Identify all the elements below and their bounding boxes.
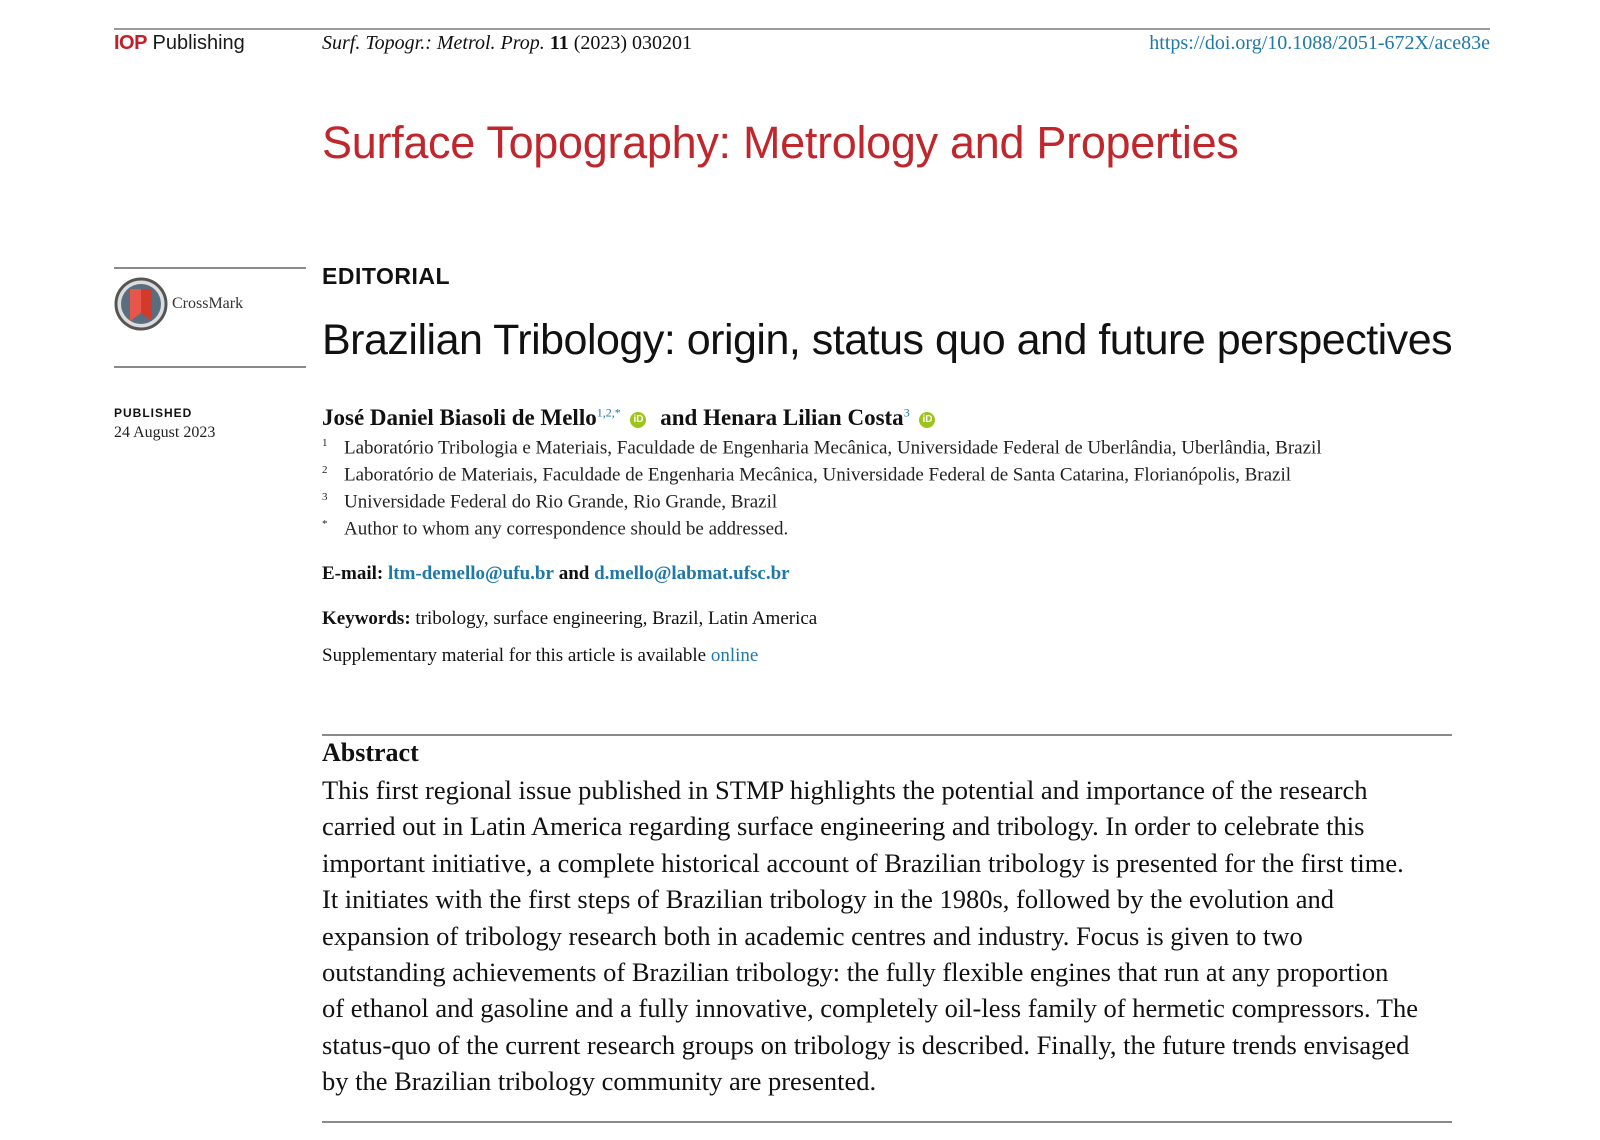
email-link[interactable]: d.mello@labmat.ufsc.br [594,563,790,584]
abstract-line: of ethanol and gasoline and a fully innovative, completely oil-less family of hermetic compressors. The [322,993,1419,1024]
citation-year-number: (2023) 030201 [573,32,693,54]
publisher-logo[interactable] [114,32,245,55]
affiliation-mark: * [322,518,328,530]
affiliation-mark: 3 [322,491,328,503]
affiliation [322,491,777,513]
supplementary-text: Supplementary material for this article is available [322,645,707,666]
crossmark-icon [114,277,168,331]
publisher-mark: IOP [114,32,147,54]
orcid-icon[interactable]: iD [630,412,646,428]
abstract-line: expansion of tribology research both in academic centres and industry. Focus is given to two [322,920,1303,951]
abstract-line: by the Brazilian tribology community are presented. [322,1066,877,1097]
citation-volume: 11 [549,32,569,54]
abstract-line: This first regional issue published in STMP highlights the potential and importance of the research [322,775,1368,805]
email-line [322,563,790,585]
author-name[interactable]: Henara Lilian Costa [703,405,904,430]
abstract-line: status-quo of the current research groups on tribology is described. Finally, the future trends envisaged [322,1029,1410,1060]
publisher-name: Publishing [152,32,245,54]
citation-journal: Surf. Topogr.: Metrol. Prop. [322,32,545,54]
author-join: and [660,405,698,430]
supplementary-link[interactable]: online [710,645,759,666]
affiliation-mark: 2 [322,464,328,476]
email-join: and [558,563,590,584]
abstract-line: outstanding achievements of Brazilian tribology: the fully flexible engines that run at any proportion [322,957,1389,988]
email-link[interactable]: ltm-demello@ufu.br [387,563,554,584]
affiliation [322,518,788,540]
affiliation [322,437,1322,459]
affiliation-text: Laboratório de Materiais, Faculdade de Engenharia Mecânica, Universidade Federal de Santa Catarina, Florianópolis, Brazil [344,464,1292,486]
abstract-heading: Abstract [322,738,419,767]
email-label: E-mail: [322,563,384,584]
affiliation [322,464,1291,486]
affiliation-text: Laboratório Tribologia e Materiais, Faculdade de Engenharia Mecânica, Universidade Federal de Uberlândia, Uberlândia, Brazil [344,437,1322,459]
crossmark-badge[interactable] [114,277,264,331]
sidebar-rule-top [114,267,306,269]
sidebar-rule-bottom [114,366,306,368]
supplementary-line [322,645,758,667]
author-affiliation-marks[interactable]: 3 [903,405,910,420]
abstract-line: It initiates with the first steps of Brazilian tribology in the 1980s, followed by the evolution and [322,884,1334,915]
keywords-label: Keywords: [322,608,411,629]
journal-title[interactable]: Surface Topography: Metrology and Properties [322,117,1239,168]
author-list [322,405,943,431]
affiliation-text: Universidade Federal do Rio Grande, Rio Grande, Brazil [344,491,778,513]
published-date: 24 August 2023 [114,424,216,441]
abstract-line: carried out in Latin America regarding surface engineering and tribology. In order to celebrate this [322,811,1365,842]
article-title: Brazilian Tribology: origin, status quo and future perspectives [322,316,1453,364]
doi-link[interactable]: https://doi.org/10.1088/2051-672X/ace83e [1149,32,1490,54]
author-name[interactable]: José Daniel Biasoli de Mello [322,405,597,430]
crossmark-label: CrossMark [172,295,244,312]
abstract-body [322,772,1502,1100]
affiliation-mark: 1 [322,437,328,449]
correspondence-note: Author to whom any correspondence should be addressed. [344,518,789,540]
published-label: PUBLISHED [114,406,193,420]
citation [322,32,692,55]
abstract-rule-bottom [322,1121,1452,1123]
abstract-rule-top [322,734,1452,736]
orcid-icon[interactable]: iD [919,412,935,428]
abstract-line: important initiative, a complete historical account of Brazilian tribology is presented for the first time. [322,847,1404,878]
header-rule [114,28,1490,30]
keywords-text: tribology, surface engineering, Brazil, Latin America [415,608,818,629]
author-affiliation-marks[interactable]: 1,2,* [596,405,621,420]
keywords-line [322,608,817,630]
article-type: EDITORIAL [322,263,451,289]
